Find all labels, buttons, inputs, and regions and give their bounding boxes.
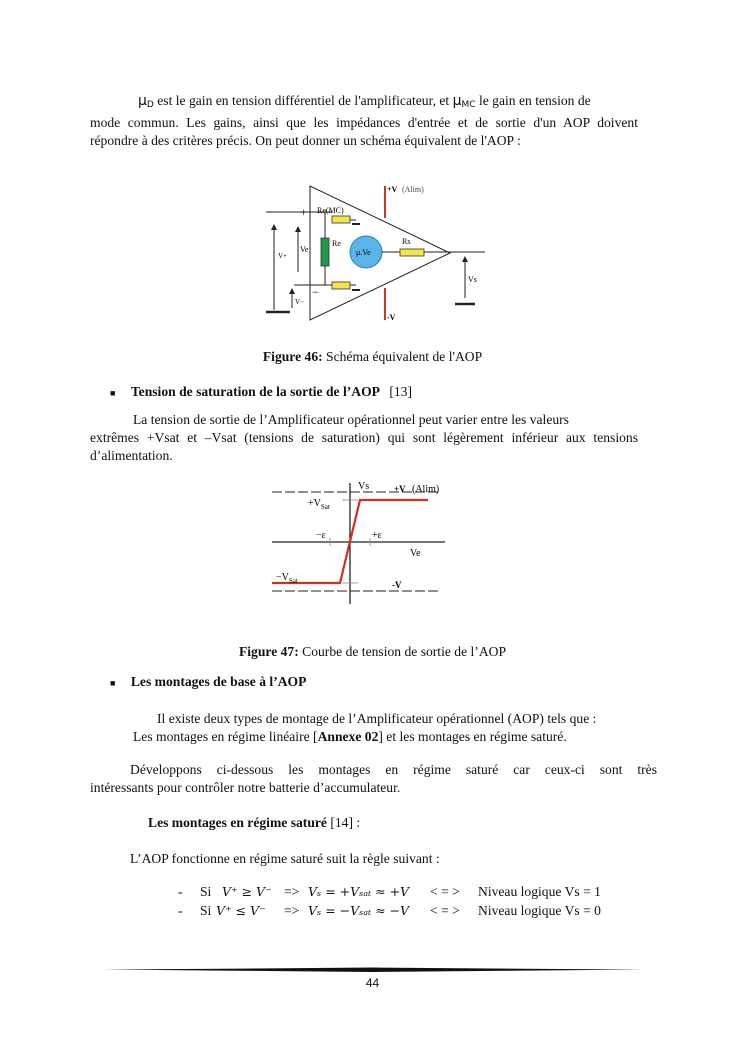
bullet-icon: ■ [110,388,116,398]
intro-paragraph [90,92,638,150]
page-number: 44 [365,976,380,990]
sature-intro: L’AOP fonctionne en régime saturé suit la règle suivant : [130,851,440,866]
rs-resistor [400,249,424,256]
mu-mc-symbol: $\mu_{MC}$ [452,93,476,110]
section-ref: [13] [389,384,413,399]
re-label: Re [332,239,341,248]
figure-47-caption: Figure 47: Courbe de tension de sortie de l’AOP [238,644,507,659]
plus-v-label: +V [394,484,406,494]
re-mc-label: Re(MC) [317,206,344,215]
rule-row-1: - Si V⁺ ≥ V⁻ => Vₛ = +Vₛₐₜ ≈ +V < = > Niveau logique Vs = 1 [178,884,601,899]
vs-axis-label: Vs [358,481,370,492]
mu-ve-label: μ.Ve [356,248,371,257]
montages-paragraph-2: Développons ci-dessous les montages en régime saturé car ceux-ci sont très intéressants pour contrôler notre batterie d’accumulateur. [90,762,657,795]
alim-label-2: (Alim) [412,484,440,495]
mu-d-symbol: $\mu_D$ [138,93,154,110]
v-plus-label: V+ [278,252,288,260]
minus-eps-label: −ε [316,530,326,541]
vs-label: Vs [468,275,477,284]
rules-list [178,883,658,921]
figure-46-caption: Figure 46: Schéma équivalent de l'AOP [262,349,483,364]
rule-row-2: - Si V⁺ ≤ V⁻ => Vₛ = −Vₛₐₜ ≈ −V < = > Niveau logique Vs = 0 [178,903,601,918]
intro-line-3: répondre à des critères précis. On peut donner un schéma équivalent de l'AOP : [90,133,521,148]
section-title: Tension de saturation de la sortie de l’AOP [130,384,380,399]
supply-plus-label: +V [387,185,398,194]
plus-eps-label: +ε [372,530,382,541]
alim-label: (Alim) [402,185,424,194]
rs-label: Rs [402,237,411,246]
re-mc-resistor-2 [332,282,350,289]
annexe-ref: Annexe 02 [317,729,379,744]
v-minus-label: V− [295,298,305,306]
section-title: Les montages de base à l’AOP [130,674,307,689]
section-montages-heading [110,674,306,690]
saturation-paragraph: La tension de sortie de l’Amplificateur opérationnel peut varier entre les valeurs extrêmes +Vsat et –Vsat (tensions de saturation) qui sont légèrement inférieur aux tensions d’alimentation. [90,412,638,463]
plus-vsat-label: $+V_{Sat}$ [308,498,330,511]
plus-input-sign: + [300,205,307,219]
minus-vsat-label: $-V_{Sat}$ [276,572,298,585]
supply-minus-label: -V [387,313,396,322]
bullet-icon: ■ [110,678,116,688]
ve-axis-label: Ve [410,548,421,559]
intro-line-2: mode commun. Les gains, ainsi que les impédances d'entrée et de sortie d'un AOP doivent [90,115,638,130]
section-saturation-heading [110,384,412,400]
minus-input-sign: − [312,285,319,299]
minus-v-label: -V [392,580,402,590]
opamp-equivalent-schematic [260,180,490,325]
footer-rule [103,966,643,974]
re-resistor [321,238,329,266]
ve-label: Ve [300,245,309,254]
montages-paragraph-1: Il existe deux types de montage de l’Amplificateur opérationnel (AOP) tels que : Les montages en régime linéaire [Annexe 02] et les montages en régime saturé. [133,711,597,744]
section-sature-heading: Les montages en régime saturé [14] : [148,815,361,830]
saturation-curve-chart [270,478,460,608]
re-mc-resistor [332,216,350,223]
intro-line-1: $\mu_D$ est le gain en tension différentiel de l'amplificateur, et $\mu_{MC}$ le gain en tension de [138,93,591,110]
